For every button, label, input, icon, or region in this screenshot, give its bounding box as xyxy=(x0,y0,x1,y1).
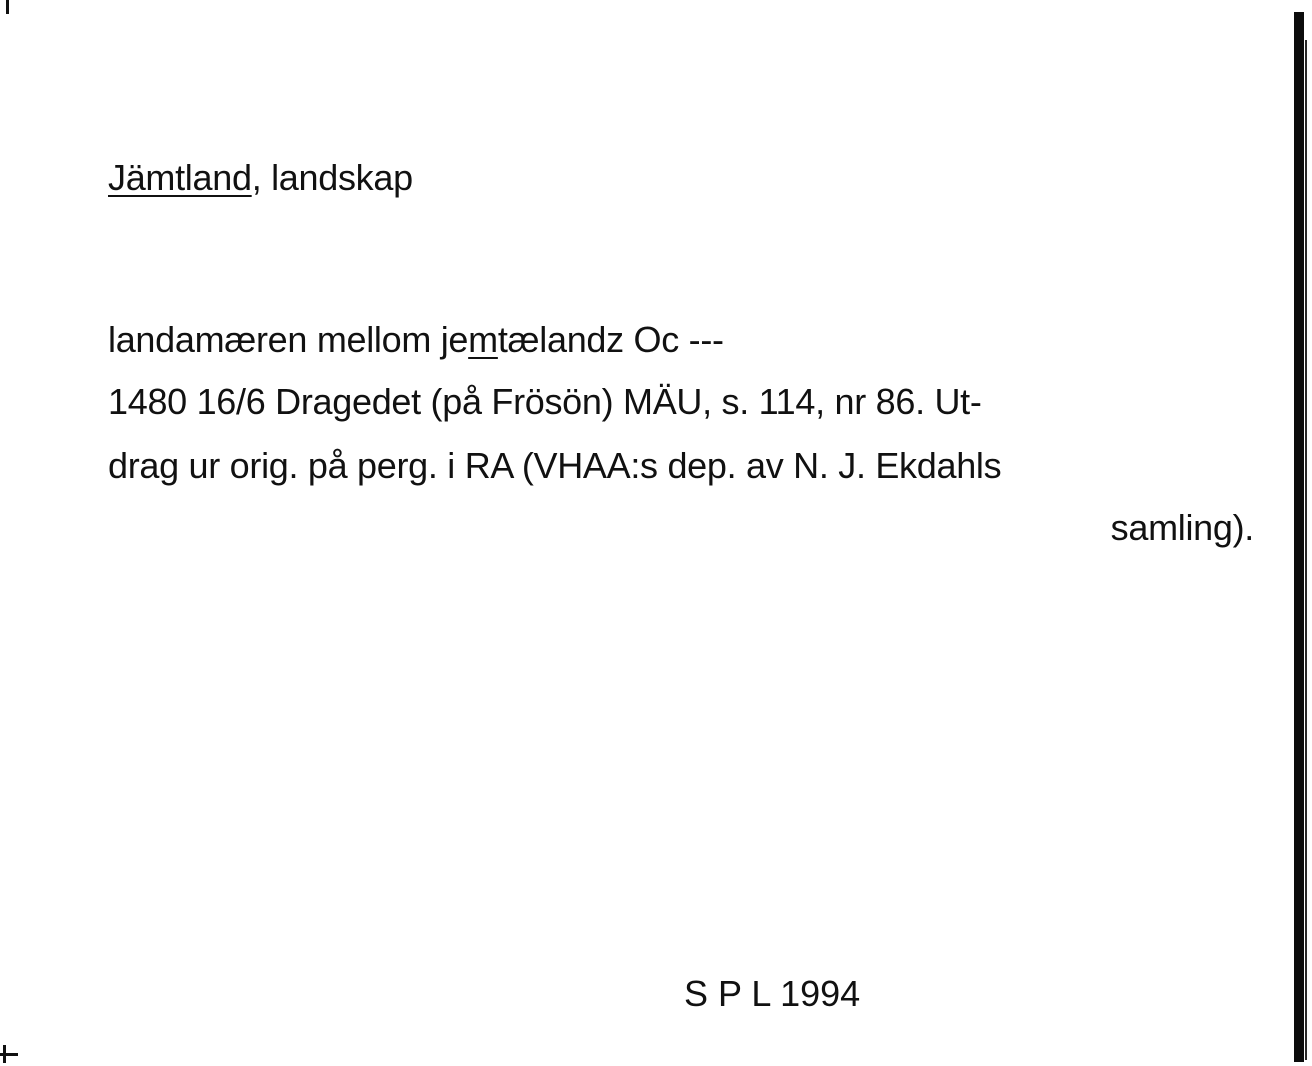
source-line-1: 1480 16/6 Dragedet (på Frösön) MÄU, s. 114, nr 86. Ut- xyxy=(108,381,982,422)
card-heading xyxy=(108,157,413,198)
quote-part2: tælandz Oc --- xyxy=(497,319,724,360)
scan-mark-bottom-horizontal xyxy=(0,1053,18,1056)
scan-mark-top xyxy=(6,0,9,14)
signature: S P L 1994 xyxy=(684,973,861,1014)
source-line-2: drag ur orig. på perg. i RA (VHAA:s dep. av N. J. Ekdahls xyxy=(108,445,1002,486)
quote-underlined-letter: m xyxy=(468,319,498,360)
scan-border-right xyxy=(1294,12,1304,1062)
scan-border-right-thin xyxy=(1305,40,1307,1060)
heading-rest: , landskap xyxy=(251,157,413,198)
source-line-3: samling). xyxy=(1110,507,1254,548)
heading-place: Jämtland xyxy=(108,157,252,198)
quote-part1: landamæren mellom je xyxy=(108,319,469,360)
quote-line xyxy=(108,319,724,360)
